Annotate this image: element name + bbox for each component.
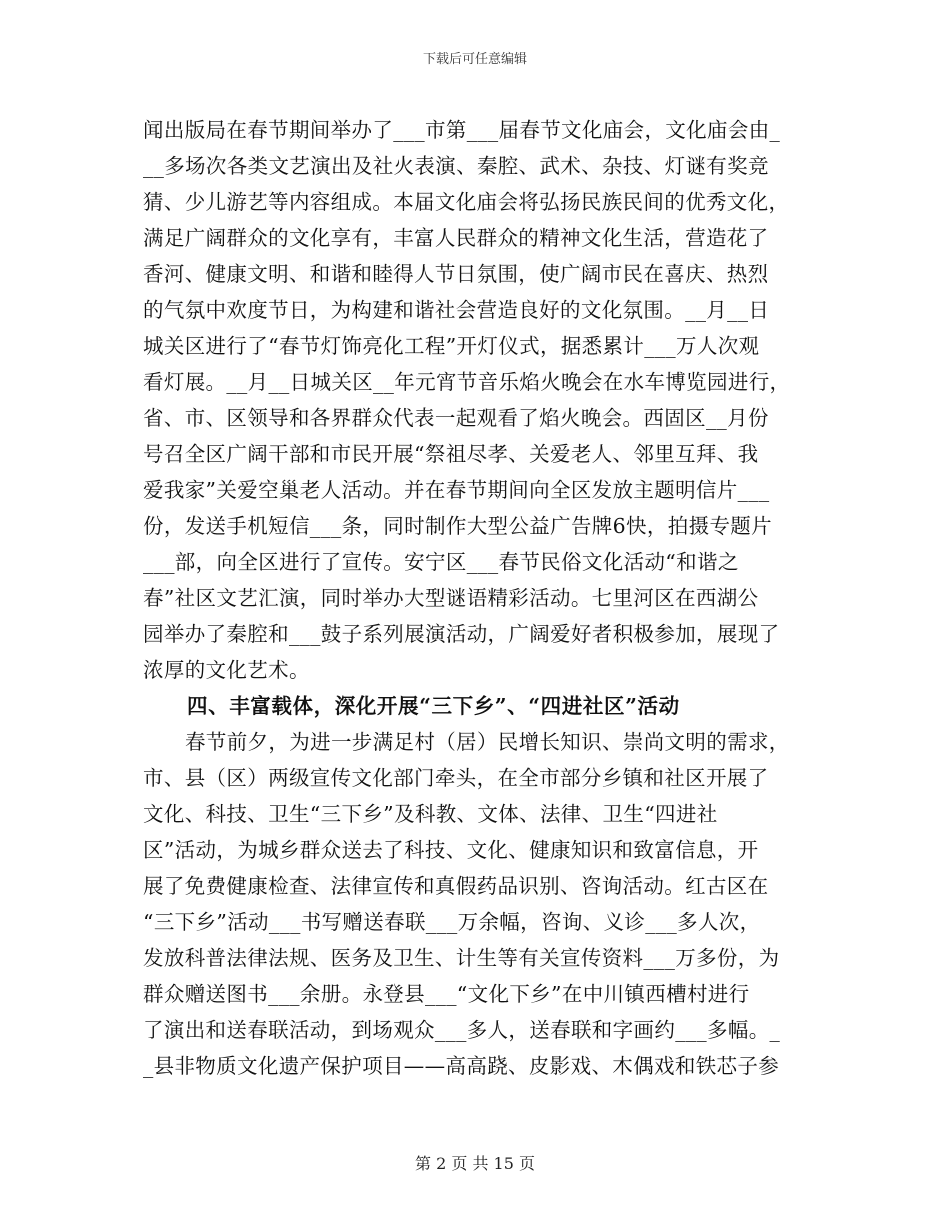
section-heading: 四、丰富载体，深化开展“三下乡”、“四进社区”活动 bbox=[187, 694, 680, 718]
text-line: 文化、科技、卫生“三下乡”及科教、文体、法律、卫生“四进社 bbox=[143, 802, 718, 826]
text-line: “三下乡”活动___书写赠送春联___万余幅，咨询、义诊___多人次， bbox=[143, 910, 761, 934]
text-line: 城关区进行了“春节灯饰亮化工程”开灯仪式，据悉累计___万人次观 bbox=[143, 334, 760, 358]
text-line: 份，发送手机短信___条，同时制作大型公益广告牌6快，拍摄专题片 bbox=[143, 514, 772, 538]
text-line: 市、县（区）两级宣传文化部门牵头，在全市部分乡镇和社区开展了 bbox=[143, 766, 769, 790]
text-line: 区”活动，为城乡群众送去了科技、文化、健康知识和致富信息，开 bbox=[143, 838, 759, 862]
document-body bbox=[143, 112, 805, 1084]
page-footer: 第 2 页 共 15 页 bbox=[415, 1154, 535, 1173]
text-line: 园举办了秦腔和___鼓子系列展演活动，广阔爱好者积极参加，展现了 bbox=[143, 622, 780, 646]
text-line: 香河、健康文明、和谐和睦得人节日氛围，使广阔市民在喜庆、热烈 bbox=[143, 262, 769, 286]
text-line: 的气氛中欢度节日，为构建和谐社会营造良好的文化氛围。__月__日 bbox=[143, 298, 770, 322]
text-line: 省、市、区领导和各界群众代表一起观看了焰火晚会。西固区__月份 bbox=[143, 406, 769, 430]
text-line: 浓厚的文化艺术。 bbox=[143, 658, 310, 682]
text-line: 闻出版局在春节期间举办了___市第___届春节文化庙会，文化庙会由_ bbox=[143, 118, 781, 142]
text-line: 号召全区广阔干部和市民开展“祭祖尽孝、关爱老人、邻里互拜、我 bbox=[143, 442, 759, 466]
text-line: 猜、少儿游艺等内容组成。本届文化庙会将弘扬民族民间的优秀文化， bbox=[143, 190, 790, 214]
text-line: 了演出和送春联活动，到场观众___多人，送春联和字画约___多幅。_ bbox=[143, 1018, 781, 1042]
text-line: 春节前夕，为进一步满足村（居）民增长知识、崇尚文明的需求， bbox=[185, 730, 790, 754]
page-header: 下载后可任意编辑 bbox=[422, 52, 527, 67]
text-line: 春”社区文艺汇演，同时举办大型谜语精彩活动。七里河区在西湖公 bbox=[143, 586, 759, 610]
text-line: __多场次各类文艺演出及社火表演、秦腔、武术、杂技、灯谜有奖竞 bbox=[143, 154, 769, 178]
text-line: 展了免费健康检查、法律宣传和真假药品识别、咨询活动。红古区在 bbox=[143, 874, 769, 898]
text-line: ___部，向全区进行了宣传。安宁区___春节民俗文化活动“和谐之 bbox=[143, 550, 739, 574]
text-line: _县非物质文化遗产保护项目——高高跷、皮影戏、木偶戏和铁芯子参 bbox=[143, 1054, 780, 1078]
text-line: 爱我家”关爱空巢老人活动。并在春节期间向全区发放主题明信片___ bbox=[143, 478, 770, 502]
text-line: 群众赠送图书___余册。永登县___“文化下乡”在中川镇西槽村进行 bbox=[143, 982, 750, 1006]
text-line: 发放科普法律法规、医务及卫生、计生等有关宣传资料___万多份，为 bbox=[143, 946, 780, 970]
text-line: 满足广阔群众的文化享有，丰富人民群众的精神文化生活，营造花了 bbox=[143, 226, 769, 250]
text-line: 看灯展。__月__日城关区__年元宵节音乐焰火晚会在水车博览园进行， bbox=[143, 370, 791, 394]
